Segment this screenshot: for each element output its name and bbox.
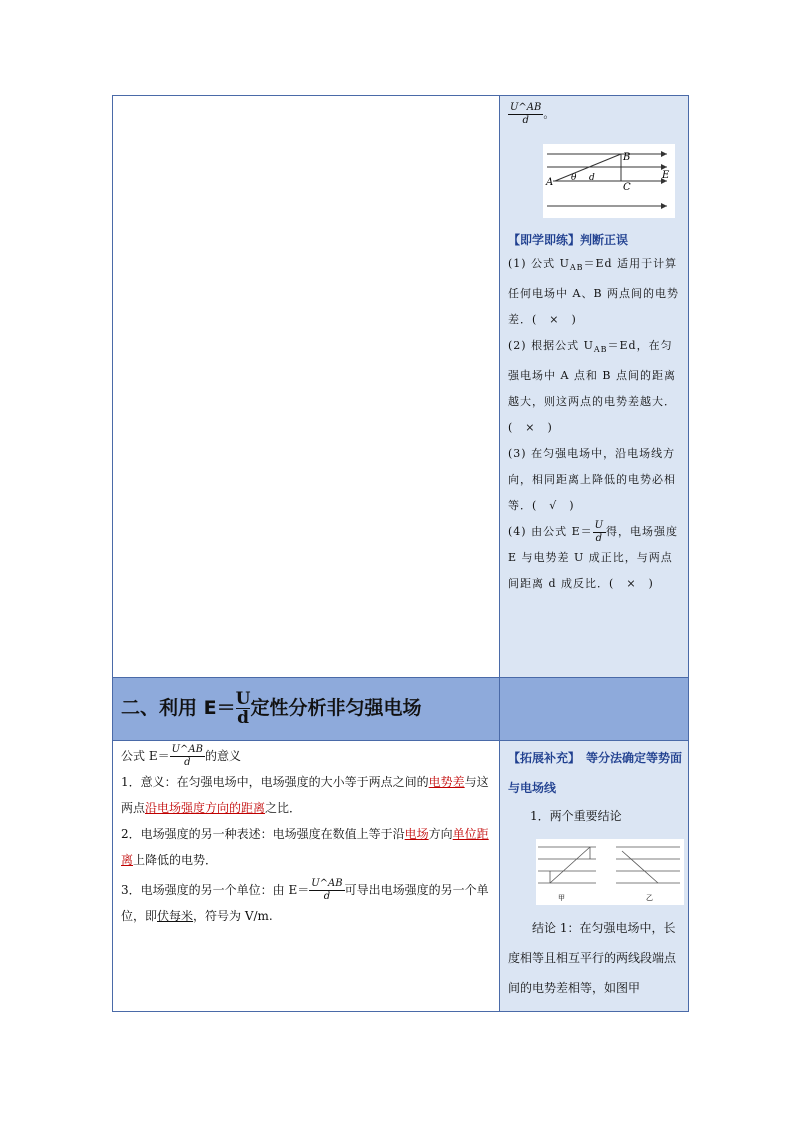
meaning-point-2: 2．电场强度的另一种表述：电场强度在数值上等于沿电场方向单位距离上降低的电势． — [121, 827, 489, 867]
drill-list — [508, 251, 680, 597]
label-yi: 乙 — [646, 894, 653, 902]
meaning-point-1: 1．意义：在匀强电场中，电场强度的大小等于两点之间的电势差与这两点沿电场强度方向的距离之比． — [121, 775, 489, 815]
fraction: $\frac{U}{d}$ — [594, 519, 605, 544]
extension-title: 【拓展补充】 等分法确定等势面与电场线 — [508, 751, 683, 795]
title-fraction: $\frac{U}{d}$ — [235, 689, 251, 728]
label-c: C — [623, 182, 631, 193]
empty-left-cell — [113, 96, 500, 677]
drill-item-3: (3) 在匀强电场中，沿电场线方向，相同距离上降低的电势必相等．( √ ) — [508, 447, 676, 513]
fraction: $\frac{U\^{}AB}{d}$ — [171, 744, 203, 768]
drill-item-4: (4) 由公式 E＝ $\frac{U}{d}$ 得，电场强度 E 与电势差 U 成正比，与两点间距离 d 成反比．( × ) — [508, 519, 679, 591]
label-b: B — [623, 152, 631, 163]
label-e: E — [662, 170, 670, 181]
label-d: d — [589, 173, 595, 183]
fraction: $\frac{U\^{}AB}{d}$ — [311, 878, 343, 902]
equipotential-diagram — [536, 839, 684, 905]
notes-cell-top — [500, 96, 688, 677]
label-a: A — [546, 177, 554, 188]
meaning-point-3: 3．电场强度的另一个单位：由 E＝ $\frac{U\^{}AB}{d}$ 可导出电场强度的另一个单位，即伏每米，符号为 V/m. — [121, 878, 489, 923]
label-jia: 甲 — [558, 894, 565, 902]
label-theta: θ — [571, 173, 577, 183]
band-divider — [499, 678, 500, 742]
conclusions-heading: 1．两个重要结论 — [530, 809, 622, 823]
content-table — [112, 95, 689, 1012]
formula-fragment — [508, 102, 554, 127]
drill-item-1: (1) 公式 $U_{AB}=Ed$ 适用于计算任何电场中 A、B 两点间的电势差．( × ) — [508, 257, 680, 327]
section-heading-band — [113, 677, 688, 741]
section-title: 二、利用 E＝ $\frac{U}{d}$定性分析非匀强电场 — [121, 689, 422, 728]
conclusion-1: 结论 1：在匀强电场中，长度相等且相互平行的两线段端点间的电势差相等，如图甲 — [508, 921, 677, 995]
drill-title: 【即学即练】判断正误 — [508, 233, 629, 247]
meaning-heading: 公式 E＝ $\frac{U\^{}AB}{d}$ 的意义 — [121, 744, 241, 768]
fraction-denominator: d — [522, 115, 529, 126]
drill-item-2: (2) 根据公式 $U_{AB}=Ed$，在匀强电场中 A 点和 B 点间的距离越大，则这两点的电势差越大．( × ) — [508, 339, 677, 435]
fraction-tail: 。 — [543, 107, 555, 121]
meaning-text — [121, 743, 493, 929]
extension-cell — [500, 741, 688, 1011]
fraction-numerator: U^AB — [510, 102, 542, 113]
fraction — [508, 102, 543, 127]
field-diagram-abc — [543, 144, 675, 218]
meaning-cell — [113, 741, 500, 1011]
